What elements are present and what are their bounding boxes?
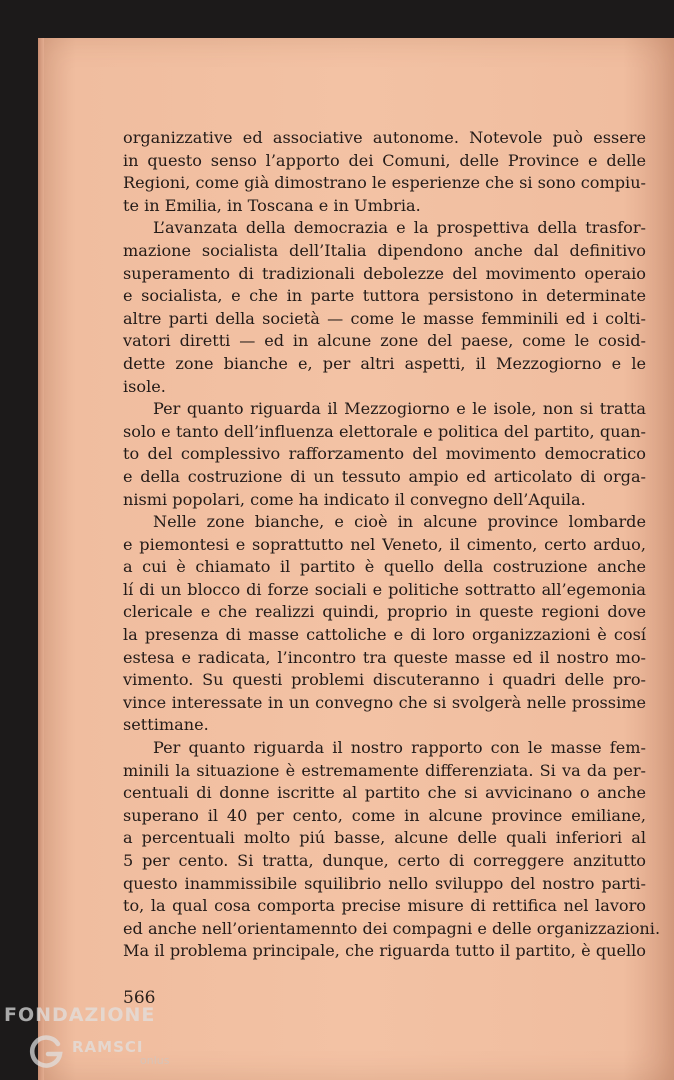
text-line: to del complessivo rafforzamento del movimento democratico bbox=[123, 444, 646, 464]
text-line: Per quanto riguarda il nostro rapporto con le masse fem- bbox=[153, 738, 646, 758]
text-line: clericale e che realizzi quindi, proprio in queste regioni dove bbox=[123, 602, 646, 622]
text-line: settimane. bbox=[123, 715, 209, 735]
page-edge bbox=[38, 38, 44, 1080]
fondazione-gramsci-watermark bbox=[4, 1004, 174, 1080]
text-line: to, la qual cosa comporta precise misure di rettifica nel lavoro bbox=[123, 896, 646, 916]
text-line: Regioni, come già dimostrano le esperienze che si sono compiu- bbox=[123, 173, 646, 193]
text-line: Per quanto riguarda il Mezzogiorno e le isole, non si tratta bbox=[153, 399, 646, 419]
text-line: estesa e radicata, l’incontro tra queste masse ed il nostro mo- bbox=[123, 647, 646, 667]
text-line: in questo senso l’apporto dei Comuni, delle Province e delle bbox=[123, 150, 646, 170]
text-line: la presenza di masse cattoliche e di loro organizzazioni è cosí bbox=[123, 625, 646, 645]
body-text bbox=[123, 127, 661, 963]
text-line: e della costruzione di un tessuto ampio ed articolato di orga- bbox=[123, 466, 646, 486]
text-line: superano il 40 per cento, come in alcune province emiliane, bbox=[123, 805, 646, 825]
text-line: minili la situazione è estremamente differenziata. Si va da per- bbox=[123, 760, 646, 780]
text-line: lí di un blocco di forze sociali e politiche sottratto all’egemonia bbox=[123, 579, 646, 599]
text-line: Nelle zone bianche, e cioè in alcune province lombarde bbox=[153, 512, 646, 532]
watermark-g-logo-icon bbox=[28, 1034, 64, 1070]
text-line: questo inammissibile squilibrio nello sviluppo del nostro parti- bbox=[123, 873, 646, 893]
text-line: L’avanzata della democrazia e la prospettiva della trasfor- bbox=[153, 218, 646, 238]
text-line: superamento di tradizionali debolezze del movimento operaio bbox=[123, 263, 646, 283]
text-line: a percentuali molto piú basse, alcune delle quali inferiori al bbox=[123, 828, 646, 848]
watermark-line2: RAMSCI bbox=[72, 1038, 144, 1056]
text-line: vimento. Su questi problemi discuteranno i quadri delle pro- bbox=[123, 670, 646, 690]
text-line: Ma il problema principale, che riguarda tutto il partito, è quello bbox=[123, 941, 646, 961]
text-line: nismi popolari, come ha indicato il convegno dell’Aquila. bbox=[123, 489, 586, 509]
text-line: 5 per cento. Si tratta, dunque, certo di correggere anzitutto bbox=[123, 851, 646, 870]
text-line: e socialista, e che in parte tuttora persistono in determinate bbox=[123, 286, 646, 306]
text-line: te in Emilia, in Toscana e in Umbria. bbox=[123, 195, 421, 215]
text-line: vatori diretti — ed in alcune zone del paese, come le cosid- bbox=[123, 331, 646, 351]
watermark-line3: onlus bbox=[140, 1054, 170, 1067]
watermark-line1: FONDAZIONE bbox=[4, 1004, 156, 1026]
text-line: e piemontesi e soprattutto nel Veneto, il cimento, certo arduo, bbox=[123, 534, 646, 554]
text-line: dette zone bianche e, per altri aspetti, il Mezzogiorno e le bbox=[123, 353, 646, 373]
text-line: isole. bbox=[123, 376, 166, 396]
text-line: mazione socialista dell’Italia dipendono anche dal definitivo bbox=[123, 240, 646, 260]
page-number: 566 bbox=[123, 988, 156, 1008]
text-line: centuali di donne iscritte al partito che si avvicinano o anche bbox=[123, 783, 646, 803]
text-line: solo e tanto dell’influenza elettorale e politica del partito, quan- bbox=[123, 421, 646, 441]
text-line: vince interessate in un convegno che si svolgerà nelle prossime bbox=[123, 692, 646, 712]
text-line: altre parti della società — come le masse femminili ed i colti- bbox=[123, 308, 646, 328]
text-line: organizzative ed associative autonome. Notevole può essere bbox=[123, 128, 646, 147]
text-line: a cui è chiamato il partito è quello della costruzione anche bbox=[123, 557, 646, 577]
text-line: ed anche nell’orientamennto dei compagni e delle organizzazioni. bbox=[123, 918, 661, 938]
